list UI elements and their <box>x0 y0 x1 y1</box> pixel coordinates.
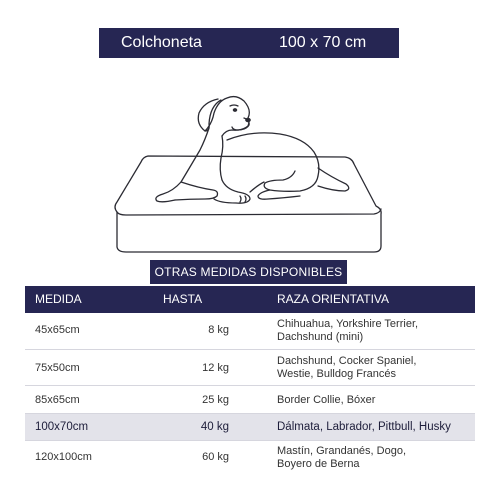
row-breeds-line1: Dálmata, Labrador, Pittbull, Husky <box>277 421 451 433</box>
sizes-table <box>25 286 475 477</box>
mattress-top-edge <box>117 209 381 215</box>
table-row <box>25 350 475 386</box>
row-size: 120x100cm <box>35 451 92 463</box>
row-breeds-line2: Westie, Bulldog Francés <box>277 368 397 380</box>
row-breeds-line1: Dachshund, Cocker Spaniel, <box>277 355 417 367</box>
row-breeds-line2: Dachshund (mini) <box>277 331 364 343</box>
dog-front-leg-left <box>175 182 218 200</box>
header-hasta: HASTA <box>163 292 203 306</box>
row-breeds-line1: Mastín, Grandanés, Dogo, <box>277 445 407 457</box>
table-row <box>25 441 475 477</box>
table-row <box>25 386 475 414</box>
header-raza: RAZA ORIENTATIVA <box>277 292 390 306</box>
row-size: 100x70cm <box>35 421 89 433</box>
dog-on-mattress-illustration <box>0 70 500 260</box>
dog-back <box>227 133 319 176</box>
dog-neck <box>156 128 209 202</box>
mattress-shape <box>115 156 381 252</box>
row-breeds-line2: Boyero de Berna <box>277 458 360 470</box>
dog-belly <box>250 182 264 192</box>
header-medida: MEDIDA <box>35 292 82 306</box>
product-title-bar <box>99 28 399 58</box>
row-size: 45x65cm <box>35 324 80 336</box>
dog-front-leg-right <box>214 180 250 203</box>
row-breeds-line1: Chihuahua, Yorkshire Terrier, <box>277 318 419 330</box>
row-weight: 40 kg <box>200 421 229 433</box>
other-sizes-heading: OTRAS MEDIDAS DISPONIBLES <box>150 260 347 284</box>
table-header <box>25 286 475 313</box>
dog-nose <box>246 118 250 121</box>
row-breeds-line1: Border Collie, Bóxer <box>277 394 376 406</box>
row-weight: 25 kg <box>202 394 229 406</box>
row-weight: 8 kg <box>208 324 229 336</box>
row-weight: 12 kg <box>202 362 229 374</box>
product-size: 100 x 70 cm <box>279 34 367 51</box>
dog-eye <box>233 109 236 111</box>
dog-tail <box>318 168 349 191</box>
dog-hind-leg <box>264 171 318 191</box>
table-row <box>25 313 475 350</box>
dog-chest <box>220 136 223 180</box>
row-size: 75x50cm <box>35 362 80 374</box>
table-row-highlighted <box>25 414 475 441</box>
row-weight: 60 kg <box>202 451 229 463</box>
row-size: 85x65cm <box>35 394 80 406</box>
product-name: Colchoneta <box>121 34 202 51</box>
